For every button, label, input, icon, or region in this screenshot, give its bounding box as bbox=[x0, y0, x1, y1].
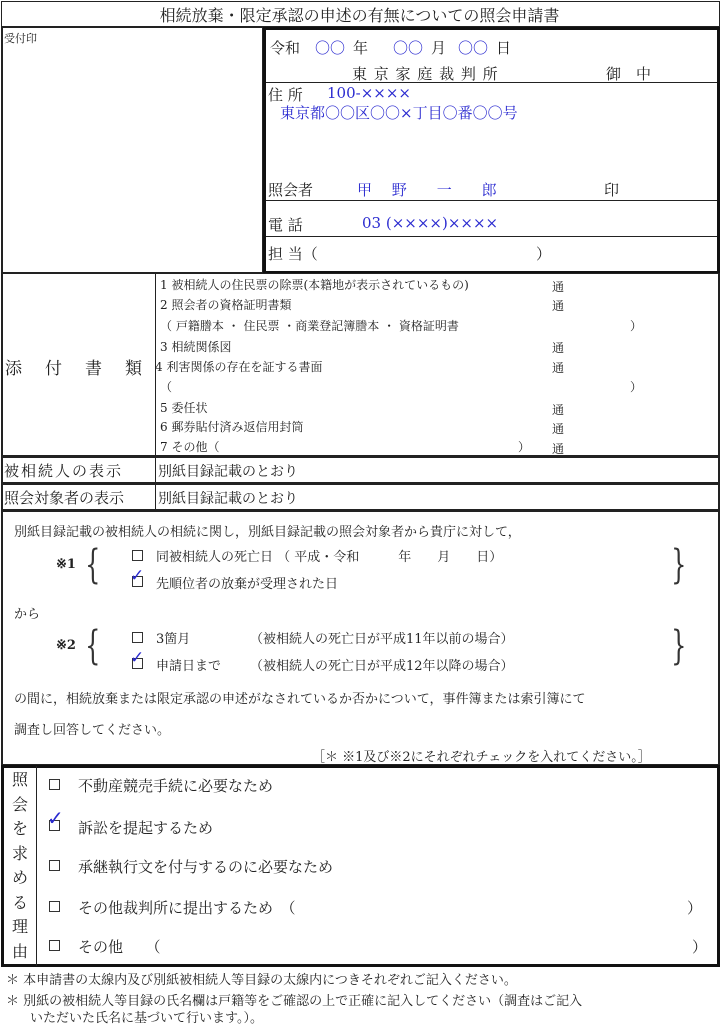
right-brace-icon: } bbox=[671, 623, 687, 669]
person-in-charge-label: 担 当（ bbox=[268, 245, 318, 263]
reasons-label-char: 会 bbox=[11, 794, 28, 814]
checkmark-icon: ✓ bbox=[47, 806, 64, 830]
reason-1-checkbox[interactable] bbox=[49, 779, 60, 790]
request-closing-line-1: の間に，相続放棄または限定承認の申述がなされているか否かについて，事件簿または索引簿にて bbox=[14, 692, 586, 707]
attachment-item-6-count[interactable]: 通 bbox=[552, 422, 565, 436]
attachment-item-4: 4 利害関係の存在を証する書面 bbox=[155, 360, 323, 374]
note2-option-1-condition: （被相続人の死亡日が平成11年以前の場合） bbox=[250, 632, 514, 647]
footnote-1: ＊ 本申請書の太線内及び別紙被相続人等目録の太線内につきそれぞれご記入ください。 bbox=[6, 973, 517, 988]
check-instruction: ［＊ ※1及び※2にそれぞれチェックを入れてください。］ bbox=[312, 750, 651, 765]
checkmark-icon: ✓ bbox=[130, 566, 145, 586]
attachment-item-7[interactable]: 7 その他（ bbox=[160, 440, 220, 454]
attachment-item-2: 2 照会者の資格証明書類 bbox=[160, 298, 292, 312]
date-day-unit: 日 bbox=[496, 39, 512, 57]
request-closing-line-2: 調査し回答してください。 bbox=[14, 723, 171, 738]
note1-option-1-label: 同被相続人の死亡日 （ 平成・令和 年 月 日） bbox=[156, 550, 503, 565]
reason-1-label: 不動産競売手続に必要なため bbox=[78, 777, 274, 795]
decedent-label: 被相続人の表示 bbox=[4, 462, 124, 480]
reason-3-checkbox[interactable] bbox=[49, 860, 60, 871]
reason-5-label[interactable]: その他 （ bbox=[78, 938, 161, 956]
reasons-label-char: 求 bbox=[11, 843, 28, 863]
date-month-unit: 月 bbox=[431, 39, 447, 57]
attachment-item-1: 1 被相続人の住民票の除票(本籍地が表示されているもの) bbox=[160, 278, 469, 292]
seal-mark: 印 bbox=[604, 181, 620, 199]
note2-option-1-checkbox[interactable] bbox=[132, 632, 143, 643]
address-label: 住 所 bbox=[268, 86, 303, 104]
note2-option-2-label: 申請日まで bbox=[156, 659, 222, 674]
attachment-item-7-count[interactable]: 通 bbox=[552, 442, 565, 456]
phone-value[interactable]: 03 (××××)×××× bbox=[362, 214, 499, 232]
attachment-item-3-count[interactable]: 通 bbox=[552, 341, 565, 355]
attachment-item-6: 6 郵券貼付済み返信用封筒 bbox=[160, 420, 304, 434]
left-brace-icon: { bbox=[85, 623, 101, 669]
attachment-item-4-count[interactable]: 通 bbox=[552, 361, 565, 375]
reason-5-close: ） bbox=[692, 938, 708, 956]
reason-4-close: ） bbox=[687, 899, 703, 917]
inquirer-name[interactable]: 甲 野 一 郎 bbox=[357, 181, 497, 199]
date-day-value[interactable]: 〇〇 bbox=[458, 39, 489, 57]
divider bbox=[155, 485, 156, 511]
postal-code[interactable]: 100-×××× bbox=[327, 84, 411, 102]
reason-3-label: 承継執行文を付与するのに必要なため bbox=[78, 858, 334, 876]
attachment-item-7-close: ） bbox=[518, 440, 531, 454]
attachment-item-4-detail-close: ） bbox=[630, 380, 643, 394]
attachment-item-5: 5 委任状 bbox=[160, 401, 208, 415]
reason-4-checkbox[interactable] bbox=[49, 901, 60, 912]
date-year-value[interactable]: 〇〇 bbox=[315, 39, 346, 57]
reasons-label bbox=[5, 768, 35, 964]
inquirer-label: 照会者 bbox=[268, 181, 314, 199]
reasons-label-char: る bbox=[11, 892, 28, 912]
court-suffix: 御 中 bbox=[606, 65, 652, 83]
note1-mark: ※1 bbox=[56, 557, 76, 572]
phone-label: 電 話 bbox=[268, 216, 303, 234]
attachment-item-4-detail[interactable]: （ bbox=[160, 380, 173, 394]
reasons-label-char: 照 bbox=[11, 770, 28, 789]
decedent-value[interactable]: 別紙目録記載のとおり bbox=[158, 464, 298, 480]
divider bbox=[266, 200, 717, 201]
note2-mark: ※2 bbox=[56, 638, 76, 653]
reasons-label-char: 由 bbox=[11, 941, 28, 961]
inquiry-target-value[interactable]: 別紙目録記載のとおり bbox=[158, 491, 298, 507]
footnote-2: ＊ 別紙の被相続人等目録の氏名欄は戸籍等をご確認の上で正確に記入してください（調査はご記入 bbox=[6, 994, 583, 1009]
divider bbox=[266, 236, 717, 237]
attachment-item-1-count[interactable]: 通 bbox=[552, 280, 565, 294]
attachments-label: 添付書類 bbox=[5, 359, 165, 379]
divider bbox=[36, 766, 37, 966]
left-brace-icon: { bbox=[85, 542, 101, 588]
receipt-stamp-label: 受付印 bbox=[4, 32, 37, 45]
date-era: 令和 bbox=[270, 39, 301, 57]
form-title: 相続放棄・限定承認の申述の有無についての照会申請書 bbox=[159, 6, 560, 25]
attachment-item-2-count[interactable]: 通 bbox=[552, 299, 565, 313]
request-intro: 別紙目録記載の被相続人の相続に関し，別紙目録記載の照会対象者から貴庁に対して， bbox=[14, 525, 521, 540]
note1-option-1-checkbox[interactable] bbox=[132, 550, 143, 561]
reasons-label-char: め bbox=[11, 868, 28, 887]
date-year-unit: 年 bbox=[353, 39, 369, 57]
reason-2-label: 訴訟を提起するため bbox=[78, 819, 214, 837]
reasons-label-char: 理 bbox=[11, 917, 28, 936]
court-name: 東 京 家 庭 裁 判 所 bbox=[352, 65, 499, 83]
from-label: から bbox=[14, 607, 41, 622]
attachment-item-2-detail: （ 戸籍謄本 ・ 住民票 ・商業登記簿謄本 ・ 資格証明書 bbox=[160, 319, 459, 333]
person-in-charge-close: ） bbox=[536, 245, 552, 263]
attachment-item-2-detail-close: ） bbox=[630, 319, 643, 333]
note2-option-2-condition: （被相続人の死亡日が平成12年以降の場合） bbox=[250, 659, 514, 674]
inquiry-target-label: 照会対象者の表示 bbox=[4, 489, 125, 507]
note1-option-2-label: 先順位者の放棄が受理された日 bbox=[156, 577, 339, 592]
right-brace-icon: } bbox=[671, 542, 687, 588]
reason-5-checkbox[interactable] bbox=[49, 940, 60, 951]
reasons-label-char: を bbox=[11, 819, 28, 838]
address-value[interactable]: 東京都〇〇区〇〇×丁目〇番〇〇号 bbox=[280, 104, 518, 122]
note2-option-1-label: 3箇月 bbox=[156, 632, 191, 647]
checkmark-icon: ✓ bbox=[130, 648, 145, 668]
divider bbox=[155, 458, 156, 484]
footnote-2-continued: いただいた氏名に基づいて行います。）。 bbox=[30, 1011, 263, 1026]
reason-4-label[interactable]: その他裁判所に提出するため （ bbox=[78, 899, 296, 917]
date-month-value[interactable]: 〇〇 bbox=[393, 39, 424, 57]
attachment-item-5-count[interactable]: 通 bbox=[552, 403, 565, 417]
attachment-item-3: 3 相続関係図 bbox=[160, 340, 232, 354]
receipt-stamp-box bbox=[1, 27, 264, 274]
